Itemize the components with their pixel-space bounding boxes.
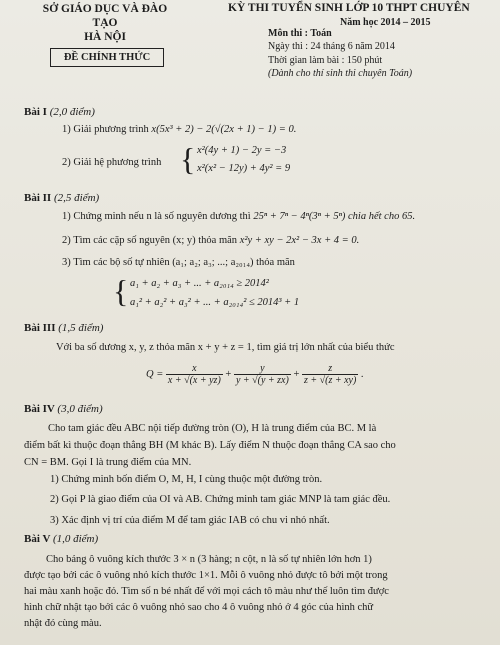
q-text: Chứng minh nếu n là số nguyên dương thì [73, 211, 251, 222]
problem-5-line-1: Cho bảng ô vuông kích thước 3 × n (3 hàng; n cột, n là số tự nhiên lớn hơn 1) [46, 554, 372, 565]
problem-4-intro-line-3: CN = BM. Gọi I là trung điểm của MN. [24, 457, 192, 468]
fraction-2 [234, 363, 291, 386]
exam-date: Ngày thi : 24 tháng 6 năm 2014 [268, 41, 395, 52]
problem-4-title: Bài IV [24, 403, 55, 415]
subject: Môn thi : Toán [268, 28, 332, 39]
plus-sign: + [225, 368, 232, 380]
problem-5-line-5: nhật đó cùng màu. [24, 618, 102, 629]
period: . [360, 368, 364, 380]
fraction-1-numerator: x [166, 363, 223, 375]
problem-4-intro-line-2: điểm bất kì thuộc đoạn thẳng BH (M khác B). Lấy điểm N thuộc đoạn thẳng CA sao cho [24, 440, 396, 451]
equation: x²y + xy − 2x² − 3x + 4 = 0. [239, 235, 360, 246]
q-label: 2) [62, 157, 71, 168]
problem-2-points: (2,5 điểm) [53, 192, 100, 204]
q-label: 1) [62, 124, 71, 135]
problem-4-q3 [50, 515, 330, 526]
problem-4-q1 [50, 474, 322, 485]
problem-3-points: (1,5 điểm) [58, 322, 104, 334]
problem-4-q2 [50, 494, 390, 505]
system-brace: { [180, 141, 196, 177]
fraction-2-numerator: y [234, 363, 291, 375]
equation: x(5x³ + 2) − 2(√(2x + 1) − 1) = 0. [151, 124, 297, 135]
problem-1-heading [24, 106, 95, 118]
system-brace: { [113, 273, 129, 309]
system-inequality-2: a₁² + a₂² + a₃² + ... + a₂₀₁₄² ≤ 2014³ + 1 [130, 297, 300, 308]
problem-1-q2 [62, 157, 161, 168]
q-text: Giải hệ phương trình [73, 157, 162, 168]
problem-5-title: Bài V [24, 533, 51, 545]
fraction-3-denominator: z + √(z + xy) [303, 375, 357, 386]
problem-4-intro-line-1: Cho tam giác đều ABC nội tiếp đường tròn (O), H là trung điểm của BC. M là [48, 423, 377, 434]
fraction-1 [166, 363, 223, 386]
problem-3-expression [146, 363, 364, 386]
problem-2-heading [24, 192, 99, 204]
official-exam-label: ĐỀ CHÍNH THỨC [50, 48, 164, 67]
fraction-3-numerator: z [302, 363, 358, 375]
problem-1-q1 [62, 124, 296, 135]
problem-2-q3 [62, 257, 295, 268]
plus-sign: + [293, 368, 300, 380]
system-equation-1: x²(4y + 1) − 2y = −3 [197, 145, 287, 156]
q-text: Tìm các bộ số tự nhiên (a₁; a₂; a₃; ...; a₂₀₁₄) thỏa mãn [73, 257, 295, 268]
q-text: Giải phương trình [73, 124, 149, 135]
problem-3-text: Với ba số dương x, y, z thỏa mãn x + y + z = 1, tìm giá trị lớn nhất của biểu thức [56, 342, 395, 353]
school-year: Năm học 2014 – 2015 [340, 17, 431, 28]
problem-4-points: (3,0 điểm) [57, 403, 103, 415]
q-label: 2) [62, 235, 71, 246]
exam-note: (Dành cho thí sinh thi chuyên Toán) [268, 68, 413, 79]
q-text: Tìm các cặp số nguyên (x; y) thỏa mãn [73, 235, 238, 246]
system-equation-2: x²(x² − 12y) + 4y² = 9 [197, 163, 291, 174]
problem-2-q1 [62, 211, 415, 222]
department-city: HÀ NỘI [84, 31, 126, 43]
fraction-2-denominator: y + √(y + zx) [235, 375, 289, 386]
system-inequality-1: a₁ + a₂ + a₃ + ... + a₂₀₁₄ ≥ 2014² [130, 278, 269, 289]
problem-5-points: (1,0 điểm) [52, 533, 99, 545]
expression: 25ⁿ + 7ⁿ − 4ⁿ(3ⁿ + 5ⁿ) chia hết cho 65. [253, 211, 416, 222]
q-text: Gọi P là giao điểm của OI và AB. Chứng minh tam giác MNP là tam giác đều. [61, 494, 391, 505]
q-label: 2) [50, 494, 59, 505]
department-name: SỞ GIÁO DỤC VÀ ĐÀO TẠO [42, 3, 168, 29]
problem-5-heading [24, 533, 98, 545]
department-header [30, 2, 180, 44]
q-label: 1) [50, 474, 59, 485]
q-label: 3) [62, 257, 71, 268]
fraction-3 [302, 363, 358, 386]
exam-title: KỲ THI TUYỂN SINH LỚP 10 THPT CHUYÊN [228, 2, 470, 14]
problem-1-points: (2,0 điểm) [49, 106, 95, 118]
fraction-1-denominator: x + √(x + yz) [167, 375, 221, 386]
q-label: 1) [62, 211, 71, 222]
q-text: Xác định vị trí của điểm M để tam giác IAB có chu vi nhỏ nhất. [61, 515, 330, 526]
problem-2-q2 [62, 235, 359, 246]
problem-3-title: Bài III [24, 322, 56, 334]
problem-2-title: Bài II [24, 192, 52, 204]
problem-5-line-4: hình chữ nhật tạo bởi các ô vuông nhỏ sao cho 4 ô vuông nhỏ ở 4 góc của hình chữ [24, 602, 374, 613]
problem-5-line-3: hai màu xanh hoặc đỏ. Tìm số n bé nhất để với mọi cách tô màu như thế luôn tìm được [24, 586, 389, 597]
problem-4-heading [24, 403, 103, 415]
q-label: 3) [50, 515, 59, 526]
problem-1-title: Bài I [24, 106, 47, 118]
problem-5-line-2: được tạo bởi các ô vuông nhỏ kích thước 1×1. Mỗi ô vuông nhỏ được tô bởi một trong [24, 570, 388, 581]
exam-duration: Thời gian làm bài : 150 phút [268, 55, 383, 66]
q-text: Chứng minh bốn điểm O, M, H, I cùng thuộc một đường tròn. [61, 474, 323, 485]
problem-3-heading [24, 322, 103, 334]
q-lhs: Q = [146, 368, 164, 380]
